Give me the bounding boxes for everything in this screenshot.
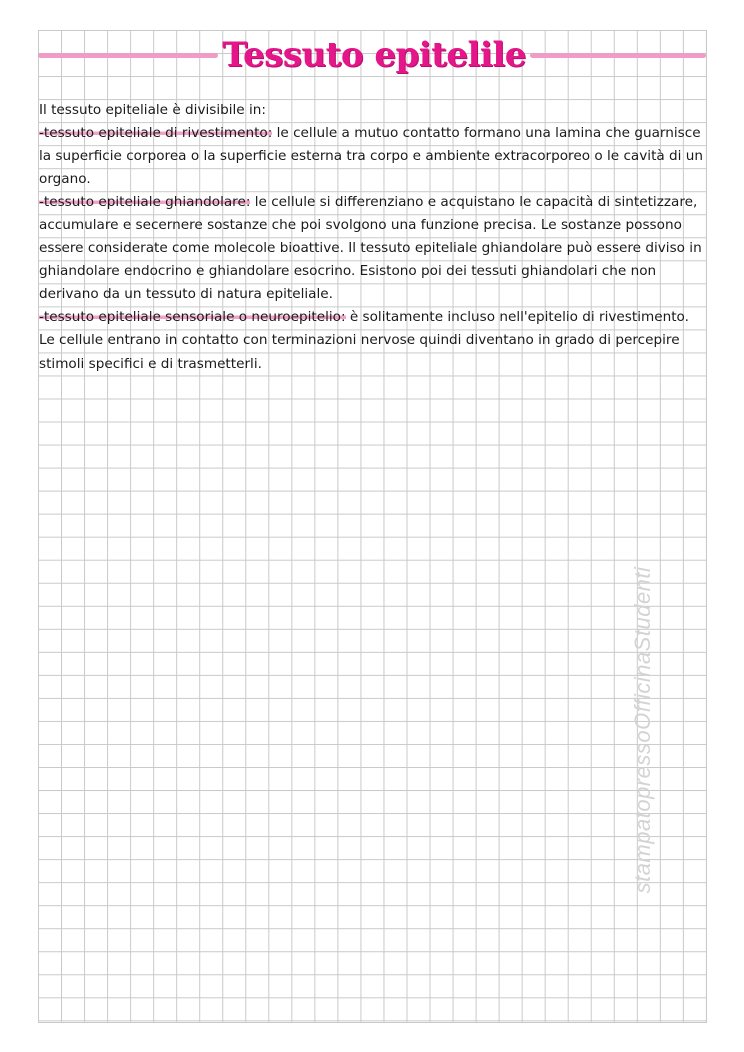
- term-rivestimento: -tessuto epiteliale di rivestimento:: [39, 125, 273, 142]
- term-ghiandolare: -tessuto epiteliale ghiandolare:: [39, 194, 251, 211]
- title-rule-left: [38, 53, 218, 58]
- section-ghiandolare: [39, 191, 707, 306]
- title-rule-right: [530, 53, 706, 58]
- watermark: stampatopressoOfficinaStudenti: [630, 566, 655, 894]
- intro-text: Il tessuto epiteliale è divisibile in:: [39, 102, 266, 118]
- page-title: Tessuto epitelile: [222, 35, 526, 75]
- text-ghiandolare: le cellule si differenziano e acquistano le capacità di sintetizzare, accumulare e secernere sostanze che poi svolgono una funzione precisa. Le sostanze possono essere considerate come molecole bioattive. Il tessuto epiteliale ghiandolare può essere diviso in ghiandolare endocrino e ghiandolare esocrino. Esistono poi dei tessuti ghiandolari che non derivano da un tessuto di natura epiteliale.: [39, 194, 702, 303]
- text-sensoriale: è solitamente incluso nell'epitelio di rivestimento. Le cellule entrano in contatto con terminazioni nervose quindi diventano in grado di percepire stimoli specifici e di trasmetterli.: [39, 309, 689, 372]
- section-rivestimento: [39, 122, 707, 191]
- text-rivestimento: le cellule a mutuo contatto formano una lamina che guarnisce la superficie corporea o la superficie esterna tra corpo e ambiente extracorporeo o le cavità di un organo.: [39, 125, 704, 188]
- section-sensoriale: [39, 306, 707, 375]
- term-sensoriale: -tessuto epiteliale sensoriale o neuroepitelio:: [39, 309, 346, 326]
- notes-body: [39, 99, 707, 376]
